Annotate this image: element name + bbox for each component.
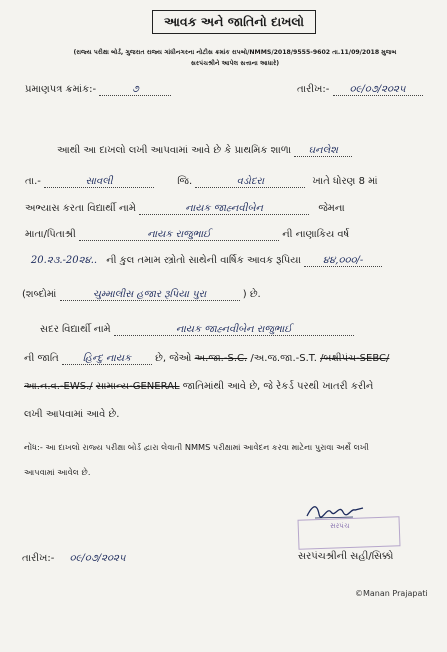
note-line1: નોંધ:- આ દાખલો રાજ્ય પરીક્ષા બોર્ડ દ્વારા લેવાતી NMMS પરીક્ષામાં આવેદન કરવા માટેના પુરાવા અર્થે લખી — [24, 442, 369, 452]
words-label: (શબ્દોમાં — [22, 289, 57, 300]
caste-line2 — [24, 353, 389, 365]
signature-scribble — [305, 500, 365, 522]
student-line-b: જેમના — [318, 203, 345, 214]
subtitle-line-1: (રાજ્ય પરીક્ષા બોર્ડ, ગુજરાત રાજ્ય ગાંધીનગરના નોટીસ ક્રમાંક રાપબો/NMMS/2018/9555-9602 તા.11/09/2018 મુજબ — [73, 49, 397, 56]
note-line2: આપવામાં આવેલ છે. — [24, 467, 91, 477]
income-text: ની કુલ તમામ સ્ત્રોતો સાથેની વાર્ષિક આવક રૂપિયા — [106, 255, 301, 266]
para1-line3 — [25, 203, 345, 215]
caste-line-a: સદર વિદ્યાર્થી નામે — [40, 324, 111, 335]
parent-name: નાયક રાજુભાઈ — [79, 229, 279, 241]
certificate-title: આવક અને જાતિનો દાખલો — [152, 10, 316, 34]
stamp-text: સરપંચ — [330, 522, 350, 530]
school-name: ઘનલેશ — [294, 145, 352, 157]
words-line — [22, 289, 261, 301]
bottom-date-value: ૦૯/૦૭/૨૦૨૫ — [69, 553, 126, 564]
caste-is: છે, જેઓ — [155, 353, 192, 364]
cert-no-label: પ્રમાણપત્ર ક્રમાંક:- — [25, 84, 97, 95]
taluka-label: તા.- — [25, 176, 41, 187]
signature-label: સરપંચશ્રીની સહી/સિક્કો — [298, 551, 394, 562]
category-sebc: /બક્ષીપંચ-SEBC/ — [320, 353, 390, 364]
category-st: /અ.જ.જા.-S.T. — [250, 353, 317, 364]
para1-line1 — [57, 145, 352, 157]
date-label: તારીખ:- — [297, 84, 330, 95]
caste-line4: લખી આપવામાં આવે છે. — [24, 409, 120, 420]
date-row — [297, 84, 423, 96]
cert-no-value: ૭ — [99, 84, 171, 96]
category-ews: આ.ન.વ.-EWS./ — [24, 381, 93, 392]
bottom-date-row — [22, 553, 138, 564]
para1-line5 — [25, 255, 382, 267]
words-close: ) છે. — [242, 289, 261, 300]
bottom-date-label: તારીખ:- — [22, 553, 55, 564]
caste-value: હિન્દુ નાયક — [62, 353, 152, 365]
cert-no-row — [25, 84, 171, 96]
caste-label: ની જાતિ — [24, 353, 59, 364]
caste-student-name: નાયક જાહ્નવીબેન રાજુભાઈ — [114, 324, 354, 336]
income-value: ૪૪,૦૦૦/- — [304, 255, 382, 267]
district-label: જિ. — [177, 176, 193, 187]
student-line-a: અભ્યાસ કરતા વિદ્યાર્થી નામે — [25, 203, 136, 214]
taluka-value: સાવલી — [44, 176, 154, 188]
parent-label: માતા/પિતાશ્રી — [25, 229, 76, 240]
category-sc: અ.જા.-S.C. — [194, 353, 248, 364]
date-value: ૦૯/૦૭/૨૦૨૫ — [333, 84, 423, 96]
certificate-subtitle — [30, 47, 440, 69]
words-value: ચુમ્માલીસ હજાર રૂપિયા પુરા — [60, 289, 240, 301]
para1-line2 — [25, 176, 378, 188]
para1-line4 — [25, 229, 349, 241]
watermark: ©Manan Prajapati — [355, 589, 428, 598]
subtitle-line-2: સરપંચશ્રીને આપેલ સત્તાના આધારે) — [190, 60, 280, 67]
para1-text: આથી આ દાખલો લખી આપવામાં આવે છે કે પ્રાથમિક શાળા — [57, 145, 292, 156]
caste-line3 — [24, 381, 373, 392]
fin-year-text: ની નાણાકિય વર્ષ — [282, 229, 350, 240]
student-name: નાયક જાહ્નવીબેન — [139, 203, 309, 215]
year-value: 20.૨૩.-20૨૪.. — [30, 255, 98, 266]
caste-line3-rest: જાતિમાંથી આવે છે, જે રેકર્ડ પરથી ખાતરી કરીને — [182, 381, 374, 392]
std-text: ખાતે ધોરણ 8 માં — [312, 176, 378, 187]
caste-line1 — [40, 324, 354, 336]
category-general: સામાન્ય-GENERAL — [95, 381, 180, 392]
district-value: વડોદરા — [195, 176, 305, 188]
